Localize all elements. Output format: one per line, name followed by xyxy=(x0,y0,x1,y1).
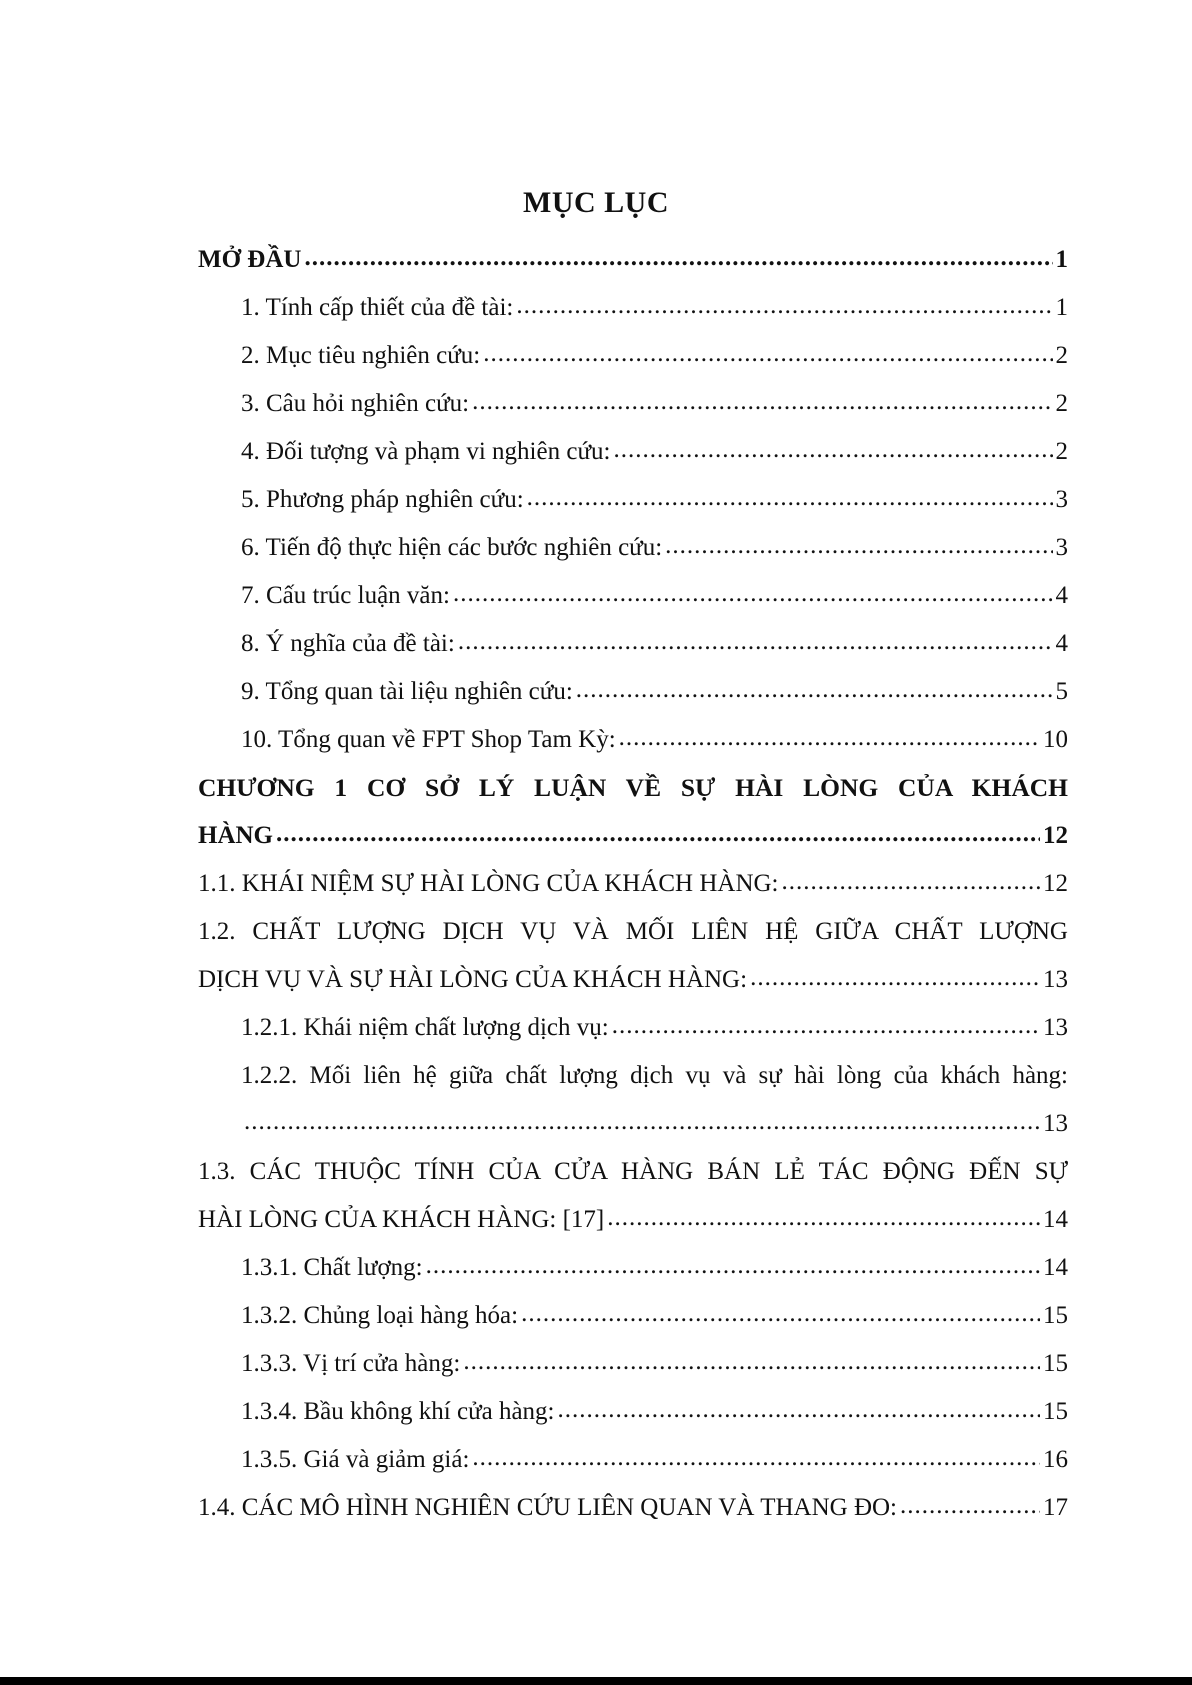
dot-leader xyxy=(244,1100,1040,1146)
toc-entry-chuong-1[interactable] xyxy=(198,812,1068,860)
toc-entry-label: 1.1. KHÁI NIỆM SỰ HÀI LÒNG CỦA KHÁCH HÀNG: xyxy=(198,870,779,897)
toc-entry-page: 15 xyxy=(1043,1398,1068,1425)
dot-leader xyxy=(619,716,1040,762)
toc-entry-page: 5 xyxy=(1055,678,1068,705)
toc-entry-1-2-2-line1[interactable]: 1.2.2. Mối liên hệ giữa chất lượng dịch vụ và sự hài lòng của khách hàng: xyxy=(241,1062,1068,1089)
toc-entry-page: 2 xyxy=(1055,438,1068,465)
toc-entry-1-3-line1[interactable]: 1.3. CÁC THUỘC TÍNH CỦA CỬA HÀNG BÁN LẺ TÁC ĐỘNG ĐẾN SỰ xyxy=(198,1158,1068,1185)
toc-entry-label: 9. Tổng quan tài liệu nghiên cứu: xyxy=(241,678,573,705)
toc-entry-1-2-1[interactable] xyxy=(198,1004,1068,1052)
dot-leader xyxy=(453,572,1053,618)
toc-entry-6[interactable] xyxy=(198,524,1068,572)
toc-entry-page: 3 xyxy=(1055,534,1068,561)
toc-entry-label: HÀNG xyxy=(198,822,273,849)
toc-entry-label: 8. Ý nghĩa của đề tài: xyxy=(241,630,455,657)
toc-entry-label: 1. Tính cấp thiết của đề tài: xyxy=(241,294,514,321)
toc-entry-label: 1.4. CÁC MÔ HÌNH NGHIÊN CỨU LIÊN QUAN VÀ THANG ĐO: xyxy=(198,1494,897,1521)
dot-leader xyxy=(782,860,1041,906)
dot-leader xyxy=(304,236,1052,282)
dot-leader xyxy=(521,1292,1040,1338)
toc-entry-label: 5. Phương pháp nghiên cứu: xyxy=(241,486,524,513)
toc-entry-label: 10. Tổng quan về FPT Shop Tam Kỳ: xyxy=(241,726,616,753)
toc-entry-page: 17 xyxy=(1043,1494,1068,1521)
toc-entry-label: 4. Đối tượng và phạm vi nghiên cứu: xyxy=(241,438,611,465)
toc-entry-3[interactable] xyxy=(198,380,1068,428)
toc-entry-1[interactable] xyxy=(198,284,1068,332)
toc-entry-4[interactable] xyxy=(198,428,1068,476)
toc-entry-5[interactable] xyxy=(198,476,1068,524)
dot-leader xyxy=(516,284,1052,330)
dot-leader xyxy=(276,812,1040,858)
toc-entry-1-2-line1[interactable]: 1.2. CHẤT LƯỢNG DỊCH VỤ VÀ MỐI LIÊN HỆ GIỮA CHẤT LƯỢNG xyxy=(198,918,1068,945)
dot-leader xyxy=(558,1388,1040,1434)
toc-entry-page: 13 xyxy=(1043,1014,1068,1041)
toc-entry-page: 15 xyxy=(1043,1302,1068,1329)
toc-entry-9[interactable] xyxy=(198,668,1068,716)
dot-leader xyxy=(472,1436,1040,1482)
dot-leader xyxy=(472,380,1052,426)
toc-entry-label: 2. Mục tiêu nghiên cứu: xyxy=(241,342,481,369)
toc-entry-label: 6. Tiến độ thực hiện các bước nghiên cứu: xyxy=(241,534,663,561)
toc-entry-label: 1.3.1. Chất lượng: xyxy=(241,1254,423,1281)
page-bottom-edge xyxy=(0,1677,1192,1685)
dot-leader xyxy=(483,332,1052,378)
dot-leader xyxy=(458,620,1053,666)
toc-entry-label: DỊCH VỤ VÀ SỰ HÀI LÒNG CỦA KHÁCH HÀNG: xyxy=(198,966,748,993)
toc-entry-page: 3 xyxy=(1055,486,1068,513)
toc-entry-page: 13 xyxy=(1043,1110,1068,1137)
dot-leader xyxy=(665,524,1052,570)
toc-entry-page: 12 xyxy=(1043,822,1068,849)
dot-leader xyxy=(607,1196,1040,1242)
toc-entry-label: 1.2.1. Khái niệm chất lượng dịch vụ: xyxy=(241,1014,609,1041)
page-title: MỤC LỤC xyxy=(523,186,669,219)
toc-entry-10[interactable] xyxy=(198,716,1068,764)
toc-entry-1-3-5[interactable] xyxy=(198,1436,1068,1484)
toc-entry-page: 16 xyxy=(1043,1446,1068,1473)
toc-entry-page: 4 xyxy=(1055,582,1068,609)
dot-leader xyxy=(750,956,1040,1002)
dot-leader xyxy=(463,1340,1040,1386)
toc-entry-page: 4 xyxy=(1055,630,1068,657)
toc-entry-page: 15 xyxy=(1043,1350,1068,1377)
toc-entry-page: 13 xyxy=(1043,966,1068,993)
toc-entry-1-3-4[interactable] xyxy=(198,1388,1068,1436)
toc-entry-label: 1.3.5. Giá và giảm giá: xyxy=(241,1446,470,1473)
toc-entry-page: 2 xyxy=(1055,390,1068,417)
toc-entry-7[interactable] xyxy=(198,572,1068,620)
table-of-contents xyxy=(198,236,1068,1532)
toc-entry-label: 7. Cấu trúc luận văn: xyxy=(241,582,450,609)
toc-entry-2[interactable] xyxy=(198,332,1068,380)
toc-entry-8[interactable] xyxy=(198,620,1068,668)
toc-entry-label: 1.3.4. Bầu không khí cửa hàng: xyxy=(241,1398,555,1425)
toc-entry-mo-dau[interactable] xyxy=(198,236,1068,284)
dot-leader xyxy=(527,476,1053,522)
toc-entry-1-3-1[interactable] xyxy=(198,1244,1068,1292)
toc-entry-page: 14 xyxy=(1043,1254,1068,1281)
dot-leader xyxy=(426,1244,1040,1290)
toc-entry-label: 3. Câu hỏi nghiên cứu: xyxy=(241,390,470,417)
toc-entry-label: 1.3.3. Vị trí cửa hàng: xyxy=(241,1350,461,1377)
dot-leader xyxy=(612,1004,1040,1050)
toc-entry-1-3-2[interactable] xyxy=(198,1292,1068,1340)
toc-entry-label: HÀI LÒNG CỦA KHÁCH HÀNG: [17] xyxy=(198,1206,605,1233)
toc-entry-1-3-3[interactable] xyxy=(198,1340,1068,1388)
dot-leader xyxy=(613,428,1052,474)
toc-entry-label: 1.3.2. Chủng loại hàng hóa: xyxy=(241,1302,519,1329)
toc-entry-label: MỞ ĐẦU xyxy=(198,246,302,273)
toc-entry-1-2-2[interactable] xyxy=(198,1100,1068,1148)
toc-entry-page: 10 xyxy=(1043,726,1068,753)
toc-entry-page: 1 xyxy=(1055,294,1068,321)
toc-entry-1-4[interactable] xyxy=(198,1484,1068,1532)
toc-entry-1-3[interactable] xyxy=(198,1196,1068,1244)
toc-entry-1-1[interactable] xyxy=(198,860,1068,908)
toc-entry-1-2[interactable] xyxy=(198,956,1068,1004)
dot-leader xyxy=(576,668,1053,714)
toc-entry-page: 2 xyxy=(1055,342,1068,369)
toc-entry-page: 14 xyxy=(1043,1206,1068,1233)
toc-entry-chuong-1-line1[interactable]: CHƯƠNG 1 CƠ SỞ LÝ LUẬN VỀ SỰ HÀI LÒNG CỦA KHÁCH xyxy=(198,773,1068,802)
toc-entry-page: 12 xyxy=(1043,870,1068,897)
dot-leader xyxy=(900,1484,1040,1530)
toc-entry-page: 1 xyxy=(1055,246,1068,273)
